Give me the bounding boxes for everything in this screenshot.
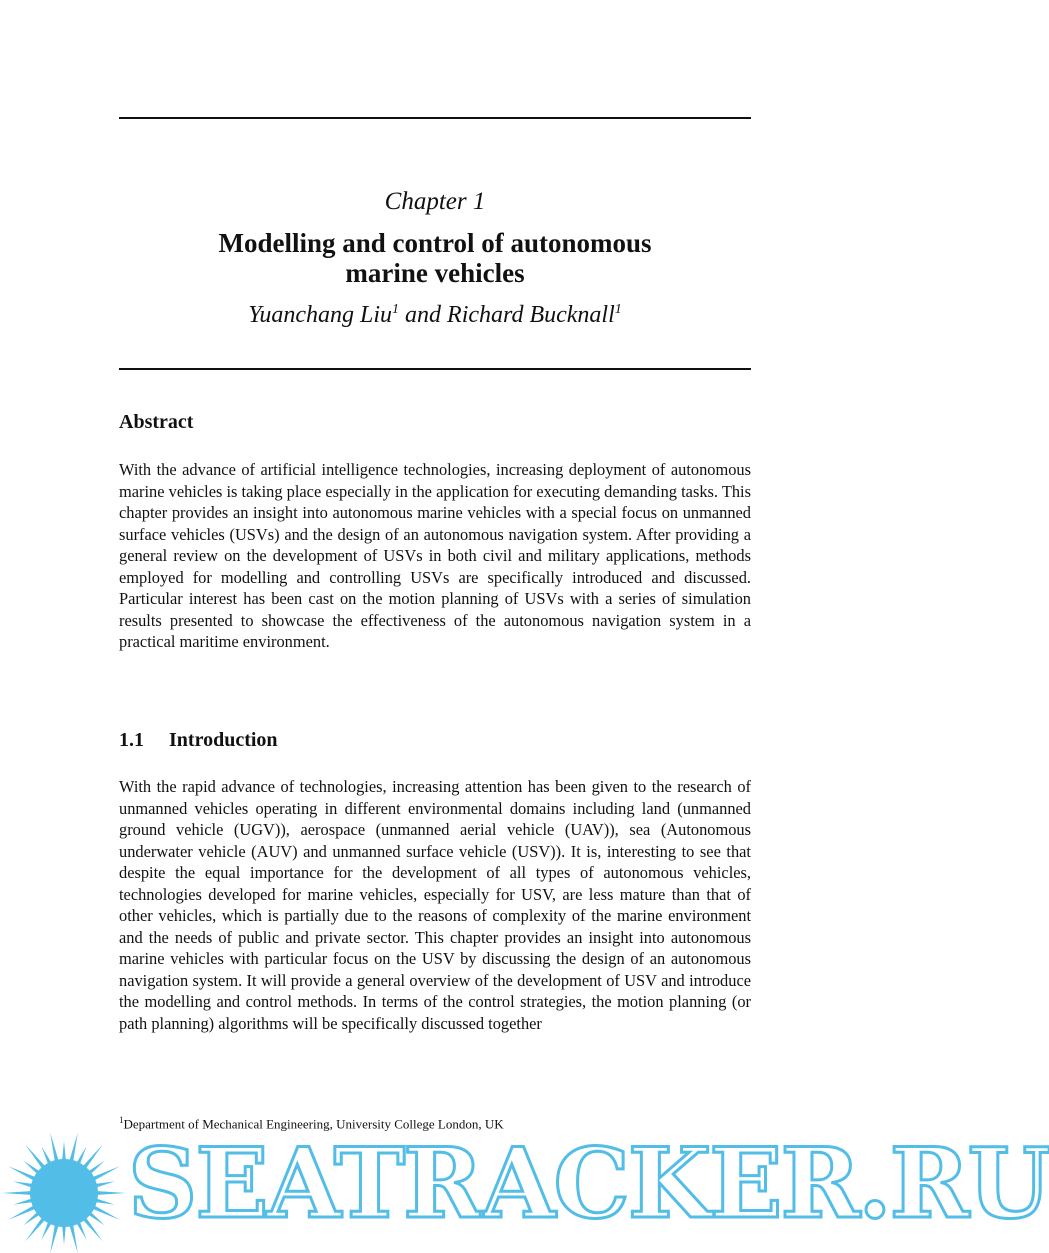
author-1: Yuanchang Liu	[248, 302, 393, 328]
sun-ray	[81, 1215, 103, 1241]
sun-ray	[50, 1222, 59, 1253]
sun-ray	[25, 1145, 47, 1171]
bottom-rule	[119, 368, 751, 370]
author-2-affiliation-mark: 1	[614, 302, 622, 317]
footnote-text: Department of Mechanical Engineering, University College London, UK	[123, 1116, 504, 1132]
sun-ray	[94, 1191, 126, 1195]
sun-ray	[81, 1145, 103, 1171]
section-number: 1.1	[119, 729, 144, 751]
sun-ray	[50, 1133, 59, 1165]
sun-ray	[62, 1223, 66, 1245]
abstract-heading: Abstract	[119, 411, 194, 433]
sun-ray	[69, 1222, 78, 1253]
section-title: Introduction	[169, 729, 278, 751]
author-joiner: and	[399, 302, 448, 328]
top-rule	[119, 117, 751, 119]
chapter-title-line-1: Modelling and control of autonomous	[218, 228, 652, 258]
introduction-heading	[119, 729, 278, 752]
author-2: Richard Bucknall	[447, 302, 615, 328]
chapter-label: Chapter 1	[384, 188, 486, 215]
abstract-text: With the advance of artificial intelligence technologies, increasing deployment of autonomous marine vehicles is taking place especially in the application for executing demanding tasks. This chapter provides an insight into autonomous marine vehicles with a special focus on unmanned surface vehicles (USVs) and the design of an autonomous navigation system. After providing a general review on the development of USVs in both civil and military applications, methods employed for modelling and controlling USVs are specifically introduced and discussed. Particular interest has been cast on the motion planning of USVs with a series of simulation results presented to showcase the effectiveness of the autonomous navigation system in a practical maritime environment.	[119, 460, 751, 652]
chapter-title	[0, 228, 870, 288]
introduction-text: With the rapid advance of technologies, increasing attention has been given to the research of unmanned vehicles operating in different environmental domains including land (unmanned ground vehicle (UGV)), aerospace (unmanned aerial vehicle (UAV)), sea (Autonomous underwater vehicle (AUV) and unmanned surface vehicle (USV)). It is, interesting to see that despite the equal importance for the development of all types of autonomous vehicles, technologies developed for marine vehicles, especially for USV, are less mature than that of other vehicles, which is partially due to the reasons of complexity of the marine environment and the needs of public and private sector. This chapter provides an insight into autonomous marine vehicles with particular focus on the USV by discussing the design of an autonomous navigation system. It will provide a general overview of the development of USV and introduce the modelling and control methods. In terms of the control strategies, the motion planning (or path planning) algorithms will be specifically discussed together	[119, 777, 751, 1034]
authors	[0, 302, 870, 329]
sun-ray	[62, 1141, 66, 1163]
sun-core	[30, 1159, 98, 1227]
sun-ray	[2, 1191, 34, 1195]
chapter-title-line-2: marine vehicles	[345, 258, 525, 288]
sun-ray	[69, 1133, 78, 1165]
footnote-mark: 1	[119, 1115, 124, 1125]
sun-ray	[25, 1215, 47, 1241]
author-1-affiliation-mark: 1	[392, 302, 400, 317]
watermark-text: SEATRACKER.RU	[128, 1127, 1049, 1240]
